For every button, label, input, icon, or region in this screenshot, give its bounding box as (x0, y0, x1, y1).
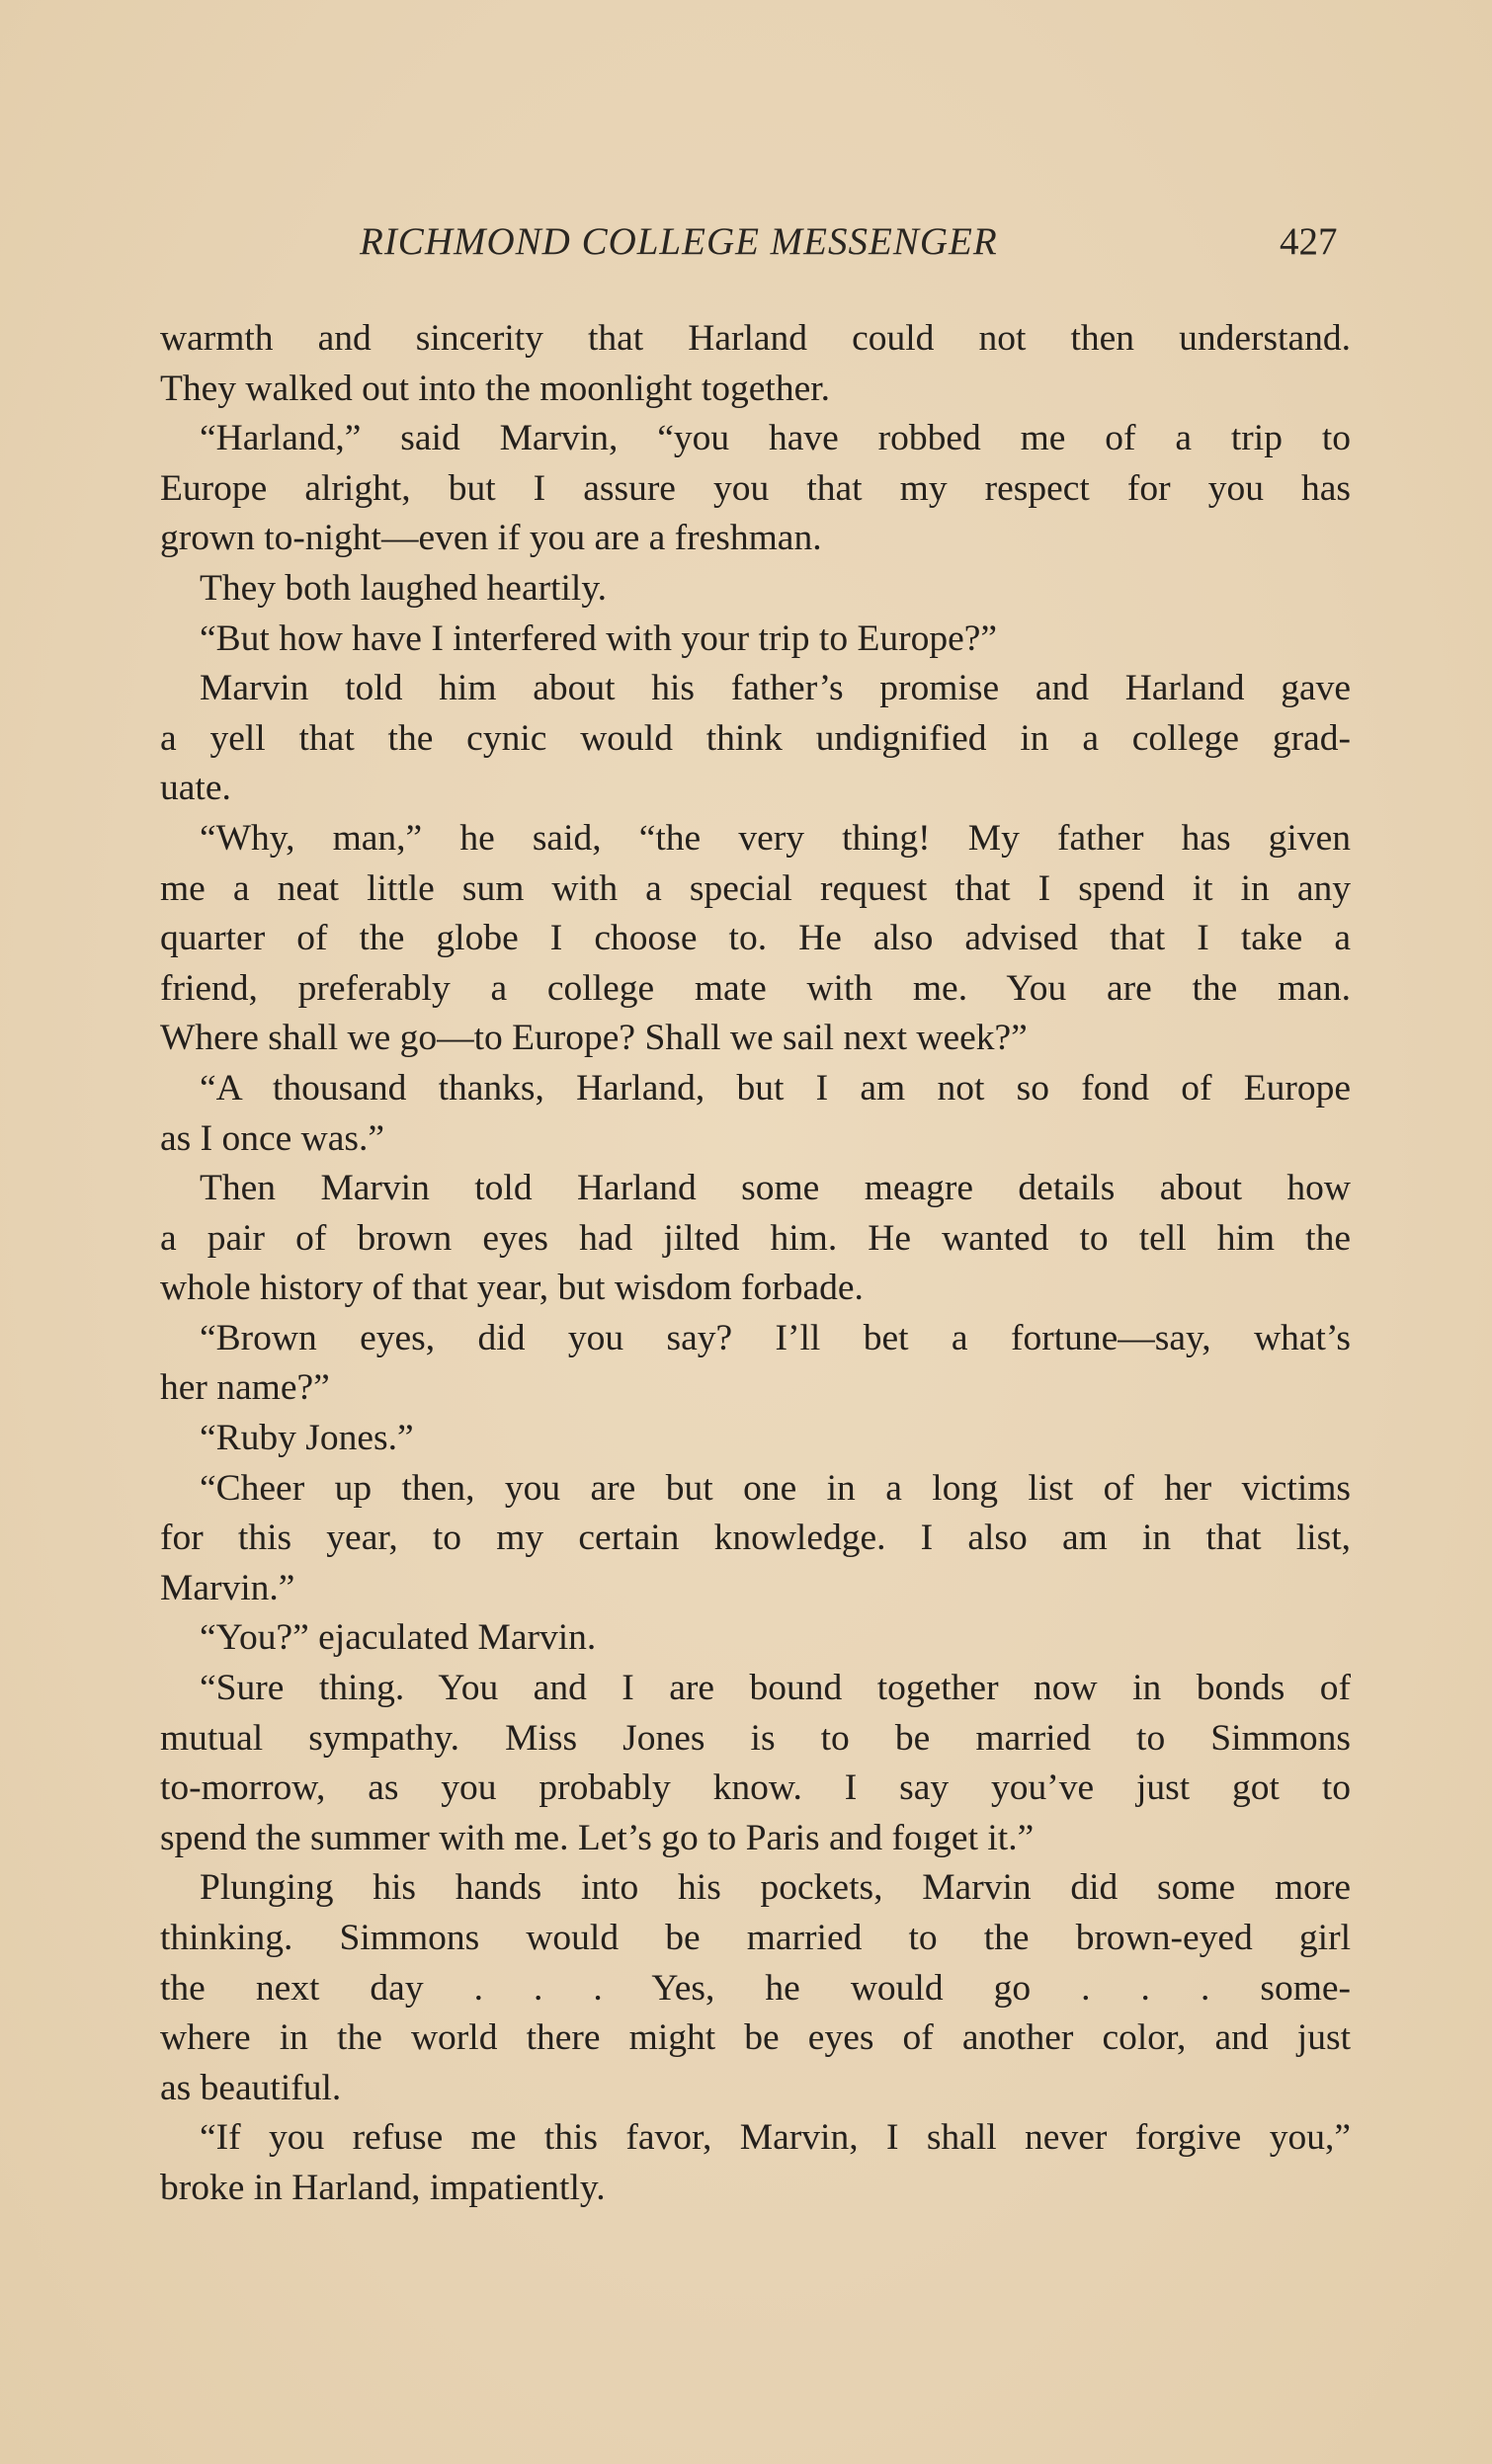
text-line: “You?” ejaculated Marvin. (200, 1617, 597, 1659)
text-line: broke in Harland, impatiently. (160, 2167, 606, 2208)
text-line: me a neat little sum with a special request that I spend it in any (160, 867, 1351, 909)
text-line: grown to-night—even if you are a freshman. (160, 518, 822, 559)
text-line: “Brown eyes, did you say? I’ll bet a fortune—say, what’s (200, 1317, 1351, 1358)
text-line: whole history of that year, but wisdom forbade. (160, 1268, 864, 1309)
text-line: as I once was.” (160, 1117, 384, 1159)
text-line: “A thousand thanks, Harland, but I am not so fond of Europe (200, 1067, 1351, 1109)
text-line: “Cheer up then, you are but one in a long list of her victims (200, 1467, 1351, 1509)
text-line: to-morrow, as you probably know. I say you’ve just got to (160, 1767, 1351, 1809)
text-line: “Why, man,” he said, “the very thing! My father has given (200, 817, 1351, 859)
text-line: Marvin.” (160, 1567, 295, 1608)
text-line: “Harland,” said Marvin, “you have robbed me of a trip to (200, 418, 1351, 459)
text-line: Marvin told him about his father’s promise and Harland gave (200, 668, 1351, 709)
text-line: a pair of brown eyes had jilted him. He wanted to tell him the (160, 1217, 1351, 1259)
text-line: “If you refuse me this favor, Marvin, I shall never forgive you,” (200, 2117, 1351, 2159)
text-line: mutual sympathy. Miss Jones is to be married to Simmons (160, 1717, 1351, 1759)
text-line: a yell that the cynic would think undignified in a college grad- (160, 717, 1351, 759)
text-line: for this year, to my certain knowledge. I also am in that list, (160, 1518, 1351, 1559)
text-line: uate. (160, 768, 231, 809)
text-line: “But how have I interfered with your trip to Europe?” (200, 617, 998, 659)
text-line: quarter of the globe I choose to. He also advised that I take a (160, 918, 1351, 959)
text-line: as beautiful. (160, 2067, 342, 2108)
text-line: “Ruby Jones.” (200, 1418, 414, 1459)
text-line: Then Marvin told Harland some meagre details about how (200, 1168, 1351, 1209)
page-number: 427 (1280, 220, 1338, 263)
text-line: Where shall we go—to Europe? Shall we sail next week?” (160, 1018, 1028, 1059)
text-line: Europe alright, but I assure you that my respect for you has (160, 467, 1351, 509)
text-line: warmth and sincerity that Harland could not then understand. (160, 318, 1351, 359)
text-line: They both laughed heartily. (200, 567, 608, 609)
text-line: spend the summer with me. Let’s go to Paris and foıget it.” (160, 1817, 1035, 1858)
text-line: her name?” (160, 1367, 330, 1409)
text-line: Plunging his hands into his pockets, Marvin did some more (200, 1867, 1351, 1909)
body-text (160, 314, 1351, 2214)
running-title: RICHMOND COLLEGE MESSENGER (360, 220, 998, 263)
text-line: where in the world there might be eyes of another color, and just (160, 2017, 1351, 2059)
text-line: “Sure thing. You and I are bound together now in bonds of (200, 1668, 1351, 1709)
text-line: They walked out into the moonlight together. (160, 368, 831, 409)
text-line: thinking. Simmons would be married to the brown-eyed girl (160, 1918, 1351, 1958)
text-line: friend, preferably a college mate with me. You are the man. (160, 967, 1351, 1009)
page-header (0, 219, 1492, 279)
text-line: the next day . . . Yes, he would go . . . some- (160, 1967, 1351, 2009)
